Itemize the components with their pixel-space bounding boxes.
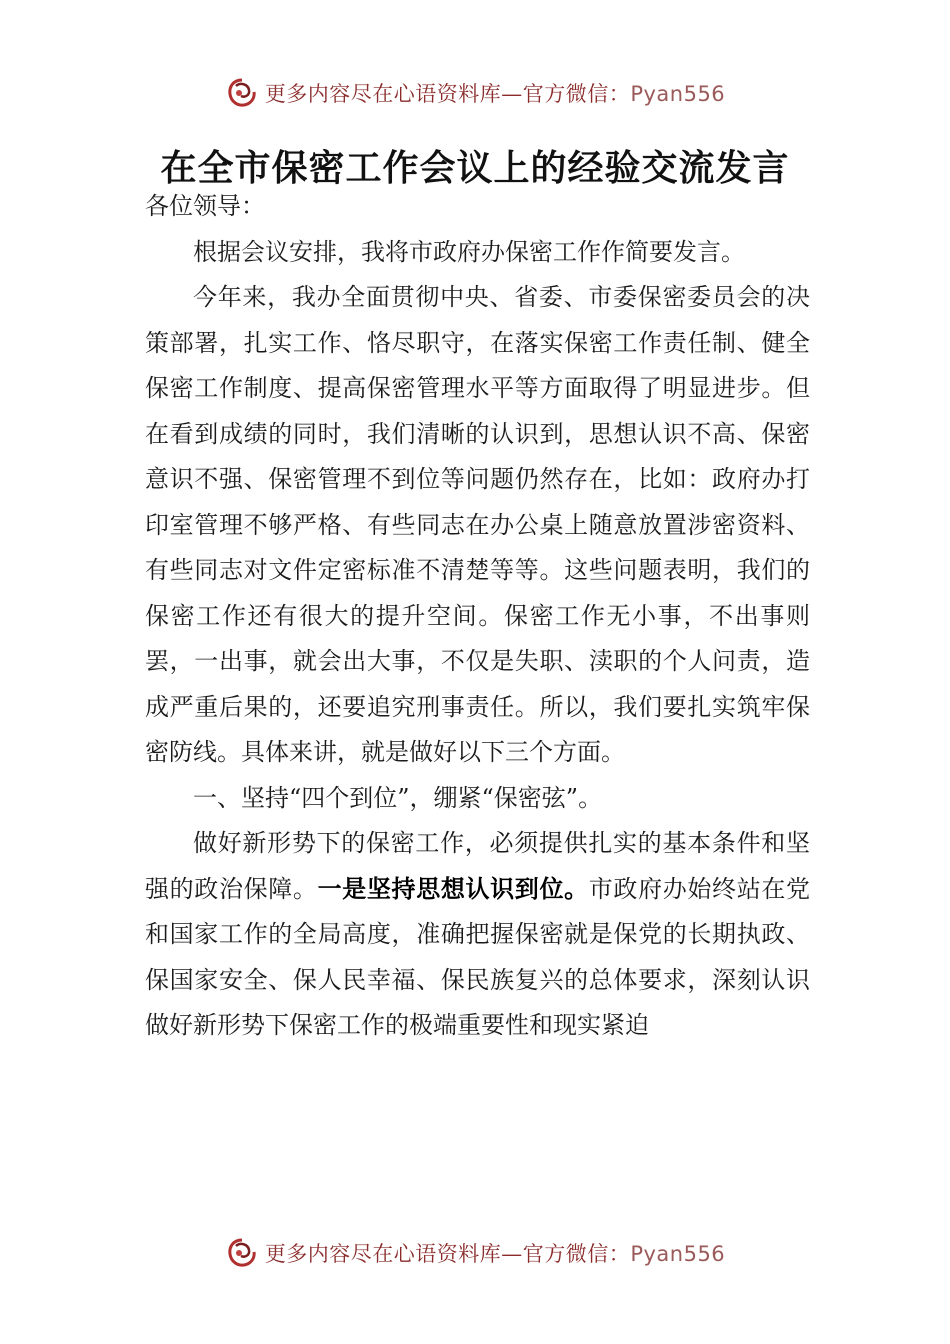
document-title: 在全市保密工作会议上的经验交流发言 <box>160 147 790 189</box>
salutation: 各位领导： <box>145 192 265 220</box>
paragraph-3-bold-point: 一是坚持思想认识到位。 <box>317 874 589 903</box>
paragraph-3 <box>145 821 810 1049</box>
paragraph-3-body: 市政府办始终站在党和国家工作的全局高度，准确把握保密就是保党的长期执政、保国家安全、保人民幸福、保民族复兴的总体要求，深刻认识做好新形势下保密工作的极端重要性和现实紧迫 <box>145 874 811 1039</box>
paragraph-3-intro: 做好新形势下的保密工作，必须提供扎实的基本条件和坚强的政治保障。 <box>145 829 810 903</box>
swirl-logo-icon <box>225 76 259 110</box>
header-watermark <box>0 76 950 110</box>
watermark-text: 更多内容尽在心语资料库—官方微信：Pyan556 <box>264 1242 726 1266</box>
paragraph-1: 根据会议安排，我将市政府办保密工作作简要发言。 <box>193 237 745 266</box>
swirl-logo-icon <box>225 1236 259 1270</box>
watermark-text: 更多内容尽在心语资料库—官方微信：Pyan556 <box>264 82 726 106</box>
footer-watermark <box>0 1236 950 1270</box>
document-body <box>145 184 810 1049</box>
section-heading-1: 一、坚持“四个到位”，绷紧“保密弦”。 <box>193 783 603 812</box>
paragraph-2: 今年来，我办全面贯彻中央、省委、市委保密委员会的决策部署，扎实工作、恪尽职守，在落实保密工作责任制、健全保密工作制度、提高保密管理水平等方面取得了明显进步。但在看到成绩的同时，我们清晰的认识到，思想认识不高、保密意识不强、保密管理不到位等问题仍然存在，比如：政府办打印室管理不够严格、有些同志在办公桌上随意放置涉密资料、有些同志对文件定密标准不清楚等等。这些问题表明，我们的保密工作还有很大的提升空间。保密工作无小事，不出事则罢，一出事，就会出大事，不仅是失职、渎职的个人问责，造成严重后果的，还要追究刑事责任。所以，我们要扎实筑牢保密防线。具体来讲，就是做好以下三个方面。 <box>145 283 810 766</box>
